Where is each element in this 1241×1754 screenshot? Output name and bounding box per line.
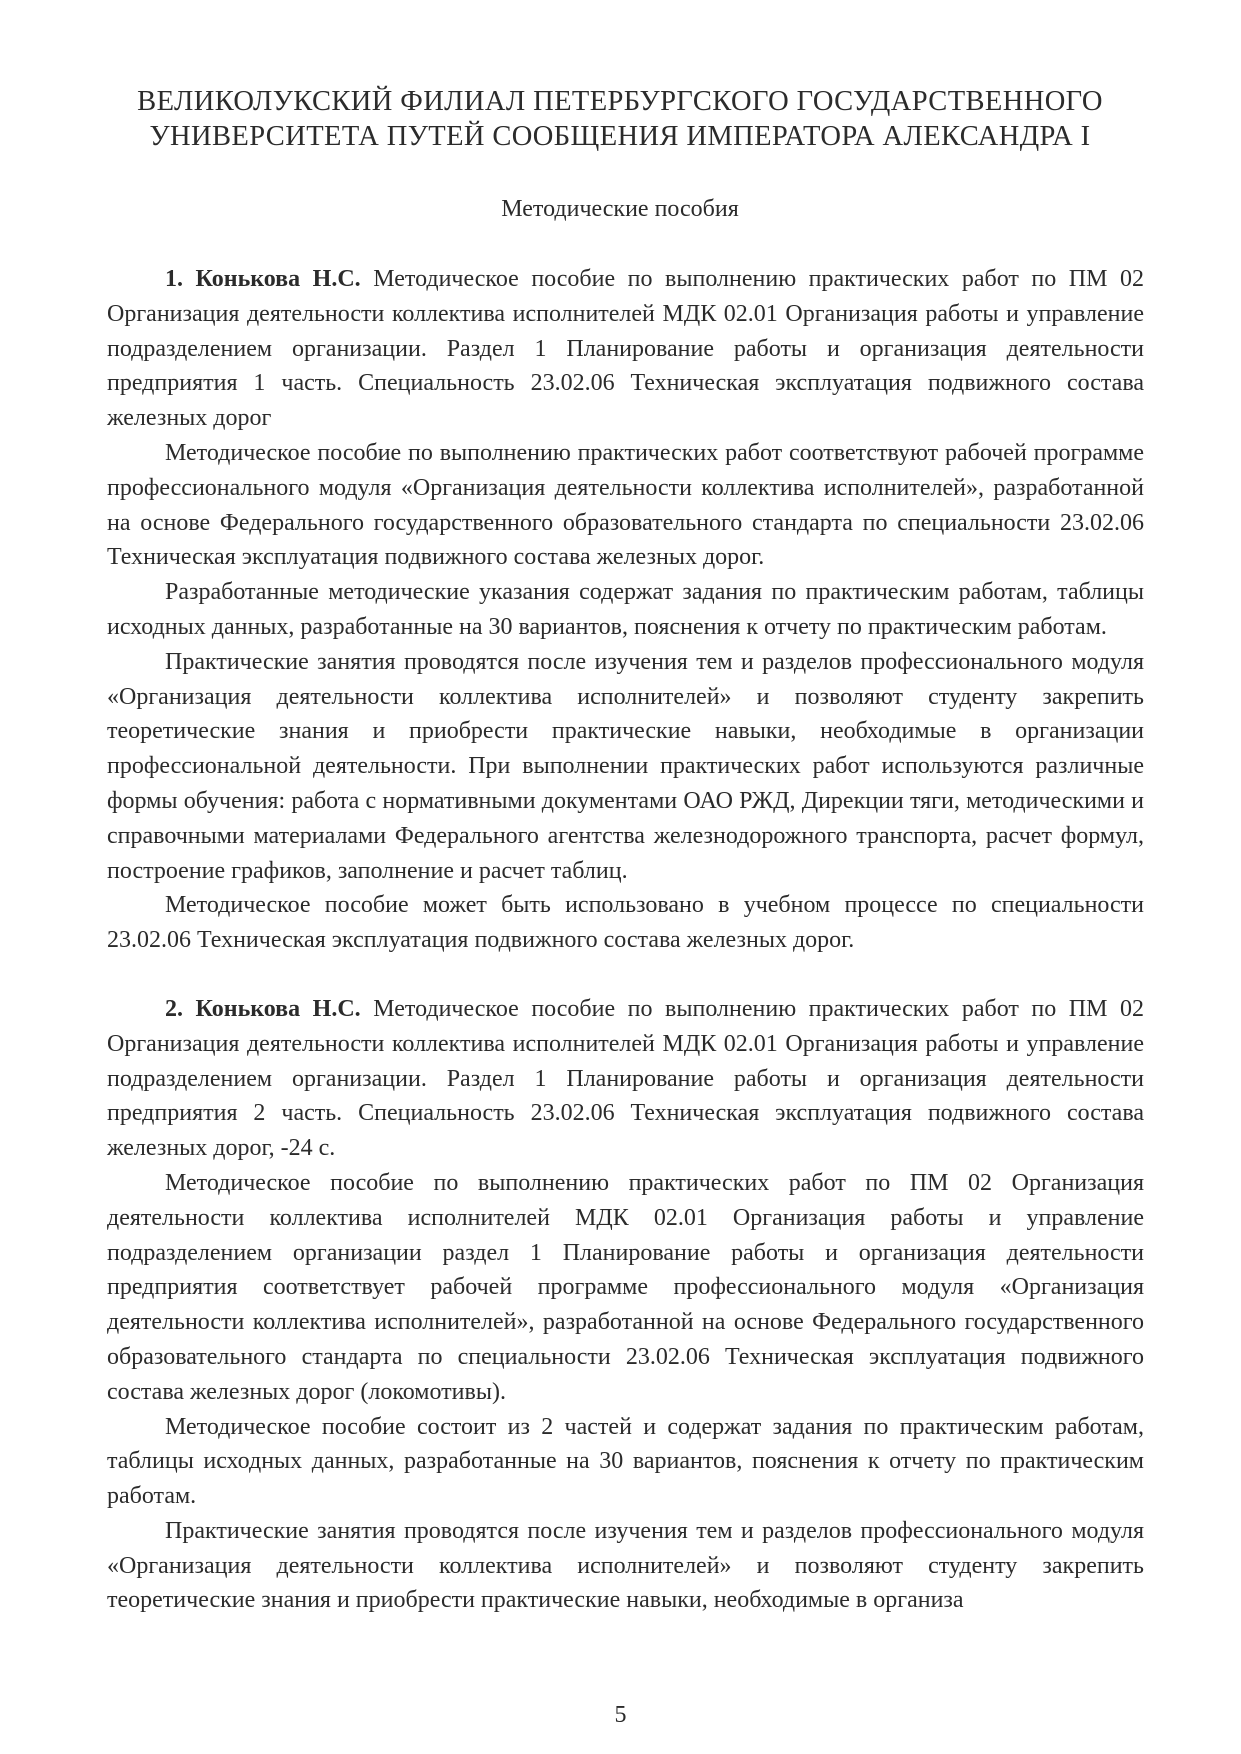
entry-1-paragraph-2: Разработанные методические указания содержат задания по практическим работам, таблицы исходных данных, разработанные на 30 вариантов, пояснения к отчету по практическим работам. <box>107 579 1144 640</box>
entry-1-author: 1. Конькова Н.С. <box>165 266 361 292</box>
entry-2-paragraph-2: Методическое пособие состоит из 2 частей и содержат задания по практическим работам, таблицы исходных данных, разработанные на 30 вариантов, пояснения к отчету по практическим работам. <box>107 1413 1144 1510</box>
entry-2-title-paragraph <box>107 992 1144 1166</box>
entry-2-paragraph-3: Практические занятия проводятся после изучения тем и разделов профессионального модуля «Организация деятельности коллектива исполнителей» и позволяют студенту закрепить теоретические знания и приобрести практические навыки, необходимые в организа <box>107 1517 1144 1614</box>
entry-2-author: 2. Конькова Н.С. <box>165 995 361 1022</box>
document-body <box>107 262 1144 1618</box>
entry-1-paragraph-3: Практические занятия проводятся после изучения тем и разделов профессионального модуля «Организация деятельности коллектива исполнителей» и позволяют студенту закрепить теоретические знания и приобрести практические навыки, необходимые в организации профессиональной деятельности. При выполнении практических работ используются различные формы обучения: работа с нормативными документами ОАО РЖД, Дирекции тяги, методическими и справочными материалами Федерального агентства железнодорожного транспорта, расчет формул, построение графиков, заполнение и расчет таблиц. <box>107 648 1144 884</box>
section-title: Методические пособия <box>501 196 739 222</box>
header-line-2: УНИВЕРСИТЕТА ПУТЕЙ СООБЩЕНИЯ ИМПЕРАТОРА АЛЕКСАНДРА I <box>149 121 1091 152</box>
entry-2-paragraph-1: Методическое пособие по выполнению практических работ по ПМ 02 Организация деятельности коллектива исполнителей МДК 02.01 Организация работы и управление подразделением организации раздел 1 Планирование работы и организация деятельности предприятия соответствует рабочей программе профессионального модуля «Организация деятельности коллектива исполнителей», разработанной на основе Федерального государственного образовательного стандарта по специальности 23.02.06 Техническая эксплуатация подвижного состава железных дорог (локомотивы). <box>107 1169 1144 1405</box>
entry-2-title: Методическое пособие по выполнению практических работ по ПМ 02 Организация деятельности коллектива исполнителей МДК 02.01 Организация работы и управление подразделением организации. Раздел 1 Планирование работы и организация деятельности предприятия 2 часть. Специальность 23.02.06 Техническая эксплуатация подвижного состава железных дорог, -24 с. <box>107 995 1144 1162</box>
page-number: 5 <box>614 1702 627 1728</box>
header-line-1: ВЕЛИКОЛУКСКИЙ ФИЛИАЛ ПЕТЕРБУРГСКОГО ГОСУДАРСТВЕННОГО <box>137 86 1103 117</box>
entry-1-paragraph-4: Методическое пособие может быть использовано в учебном процессе по специальности 23.02.06 Техническая эксплуатация подвижного состава железных дорог. <box>107 892 1144 954</box>
entry-1-title: Методическое пособие по выполнению практических работ по ПМ 02 Организация деятельности коллектива исполнителей МДК 02.01 Организация работы и управление подразделением организации. Раздел 1 Планирование работы и организация деятельности предприятия 1 часть. Специальность 23.02.06 Техническая эксплуатация подвижного состава железных дорог <box>107 266 1144 432</box>
institution-header <box>100 84 1140 154</box>
entry-1-title-paragraph <box>107 262 1144 436</box>
entry-1-paragraph-1: Методическое пособие по выполнению практических работ соответствуют рабочей программе профессионального модуля «Организация деятельности коллектива исполнителей», разработанной на основе Федерального государственного образовательного стандарта по специальности 23.02.06 Техническая эксплуатация подвижного состава железных дорог. <box>107 439 1144 571</box>
